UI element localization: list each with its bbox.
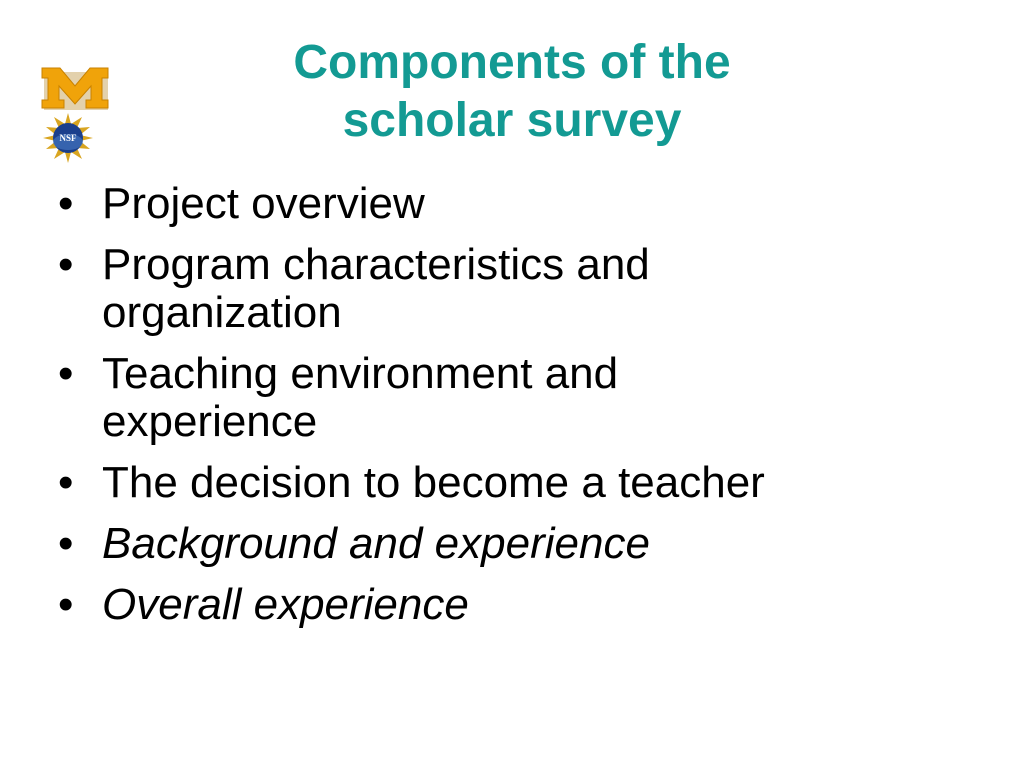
bullet-text: Project overview [102,179,425,228]
bullet-item [58,459,958,507]
bullet-dot: • [58,458,74,507]
slide-title-line-2: scholar survey [342,94,682,147]
bullet-item [58,581,958,629]
bullet-text: Background and experience [102,519,650,568]
bullet-text: The decision to become a teacher [102,458,765,507]
bullet-text: Overall experience [102,580,469,629]
nsf-seal-text: NSF [59,133,77,143]
bullet-item [58,241,958,337]
slide-title-line-1: Components of the [293,36,731,89]
bullet-dot: • [58,580,74,629]
bullet-item [58,180,958,228]
bullet-list [58,180,958,642]
bullet-text: Program characteristics and organization [102,240,650,337]
bullet-dot: • [58,179,74,228]
bullet-item [58,520,958,568]
slide-title [0,34,1024,150]
bullet-dot: • [58,349,74,398]
bullet-dot: • [58,519,74,568]
bullet-dot: • [58,240,74,289]
bullet-item [58,350,958,446]
bullet-text: Teaching environment and experience [102,349,619,446]
